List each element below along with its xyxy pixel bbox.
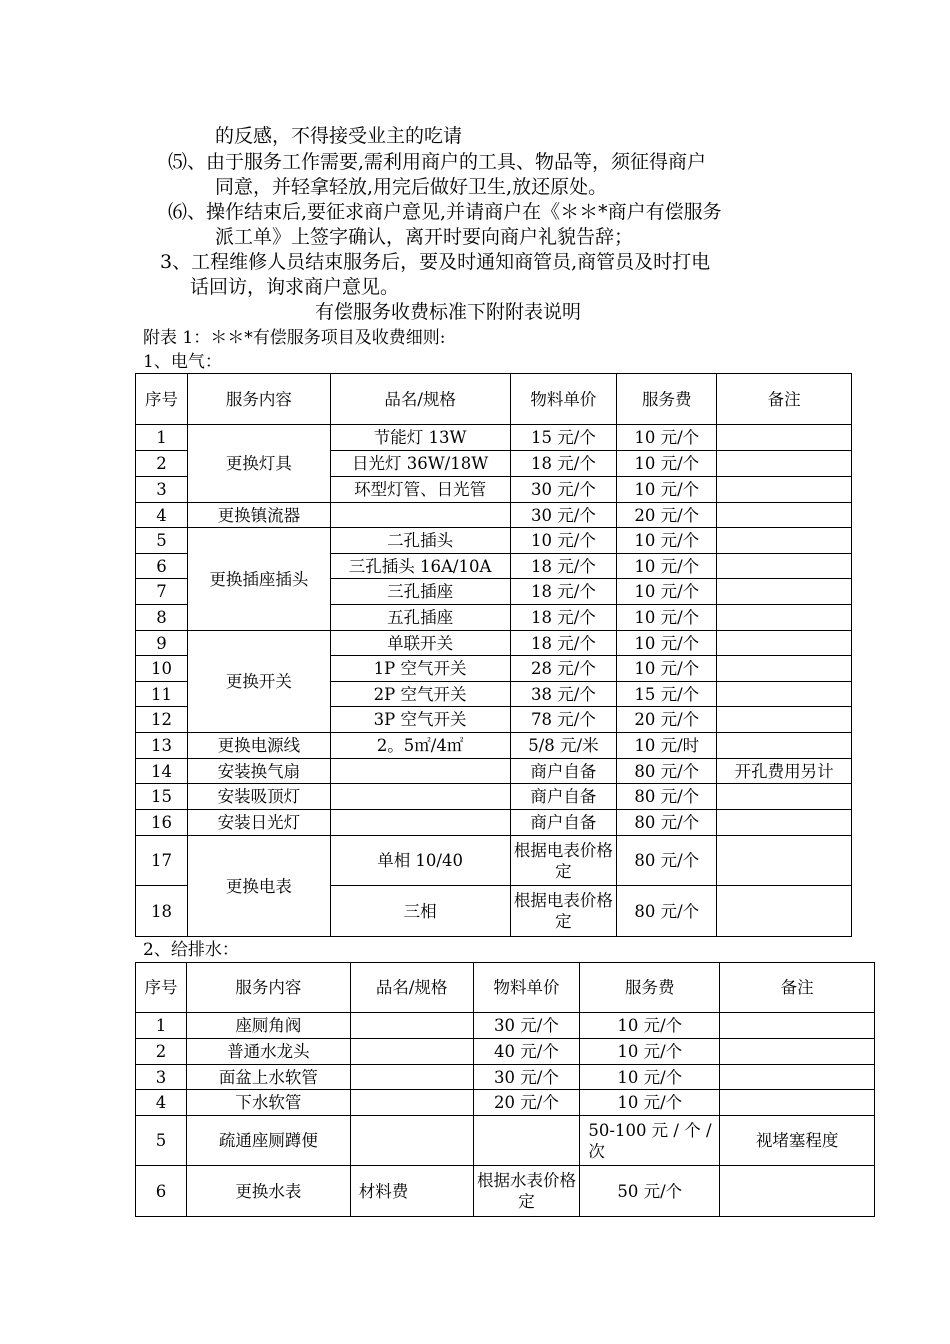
row-number: 5 (136, 1116, 187, 1166)
table-row (136, 1090, 875, 1116)
note-cell (717, 886, 852, 937)
table-row (136, 1039, 875, 1065)
fee-cell: 10 元/个 (617, 477, 717, 503)
paragraph-line: ⑹、操作结束后,要征求商户意见,并请商户在《＊＊*商户有偿服务 (168, 201, 722, 223)
paragraph-line: 话回访，询求商户意见。 (190, 276, 400, 298)
header-cell: 品名/规格 (330, 374, 510, 425)
row-number: 4 (136, 1090, 187, 1116)
note-cell (717, 503, 852, 528)
header-cell: 物料单价 (473, 963, 580, 1013)
price-cell: 40 元/个 (473, 1039, 580, 1065)
fee-cell: 50 元/个 (580, 1166, 720, 1217)
row-number: 1 (136, 1013, 187, 1039)
section-title: 有偿服务收费标准下附附表说明 (315, 301, 582, 323)
service-cell: 更换电源线 (187, 733, 330, 759)
table-row (136, 528, 852, 554)
fee-cell: 20 元/个 (617, 503, 717, 528)
note-cell (717, 477, 852, 503)
service-cell: 更换水表 (186, 1166, 350, 1217)
paragraph-line: 同意，并轻拿轻放,用完后做好卫生,放还原处。 (215, 176, 608, 198)
row-number: 3 (136, 477, 188, 503)
spec-cell (330, 759, 510, 784)
fee-cell: 80 元/个 (617, 886, 717, 937)
note-cell (717, 733, 852, 759)
spec-cell: 单相 10/40 (330, 836, 510, 886)
price-cell: 18 元/个 (510, 605, 617, 631)
fee-cell: 20 元/个 (617, 707, 717, 733)
row-number: 15 (136, 784, 188, 810)
fee-cell: 10 元/个 (580, 1039, 720, 1065)
paragraph-line: 的反感，不得接受业主的吃请 (215, 125, 463, 147)
row-number: 6 (136, 554, 188, 579)
spec-cell: 材料费 (350, 1166, 473, 1217)
spec-cell: 三孔插头 16A/10A (330, 554, 510, 579)
section-heading-electrical: 1、电气： (143, 352, 222, 372)
header-cell: 服务费 (617, 374, 717, 425)
spec-cell: 二孔插头 (330, 528, 510, 554)
spec-cell (330, 784, 510, 810)
header-cell: 序号 (136, 374, 188, 425)
table-row (136, 1013, 875, 1039)
price-cell: 20 元/个 (473, 1090, 580, 1116)
note-cell (717, 707, 852, 733)
price-cell: 30 元/个 (510, 503, 617, 528)
row-number: 11 (136, 682, 188, 707)
table-header-row (136, 963, 875, 1013)
price-cell: 38 元/个 (510, 682, 617, 707)
fee-cell: 10 元/个 (580, 1090, 720, 1116)
table-row (136, 1166, 875, 1217)
fee-cell: 80 元/个 (617, 810, 717, 836)
paragraph-line: 3、工程维修人员结束服务后，要及时通知商管员,商管员及时打电 (160, 251, 711, 273)
fee-cell: 10 元/个 (580, 1013, 720, 1039)
table-header-row (136, 374, 852, 425)
service-cell: 普通水龙头 (186, 1039, 350, 1065)
fee-cell: 80 元/个 (617, 784, 717, 810)
plumbing-fee-table (135, 962, 875, 1217)
service-cell: 下水软管 (186, 1090, 350, 1116)
row-number: 17 (136, 836, 188, 886)
table-row (136, 733, 852, 759)
header-cell: 序号 (136, 963, 187, 1013)
note-cell (717, 554, 852, 579)
service-cell: 安装换气扇 (187, 759, 330, 784)
fee-cell: 10 元/个 (617, 528, 717, 554)
fee-cell: 15 元/个 (617, 682, 717, 707)
spec-cell: 单联开关 (330, 631, 510, 656)
header-cell: 服务内容 (186, 963, 350, 1013)
row-number: 13 (136, 733, 188, 759)
fee-cell: 10 元/个 (617, 656, 717, 682)
spec-cell: 三孔插座 (330, 579, 510, 605)
fee-cell: 80 元/个 (617, 759, 717, 784)
service-cell: 安装吸顶灯 (187, 784, 330, 810)
service-cell: 更换灯具 (187, 425, 330, 503)
spec-cell (350, 1013, 473, 1039)
row-number: 5 (136, 528, 188, 554)
row-number: 9 (136, 631, 188, 656)
spec-cell (330, 810, 510, 836)
service-cell: 更换开关 (187, 631, 330, 733)
row-number: 18 (136, 886, 188, 937)
price-cell: 18 元/个 (510, 631, 617, 656)
note-cell (717, 631, 852, 656)
fee-cell: 10 元/个 (617, 605, 717, 631)
price-cell: 5/8 元/米 (510, 733, 617, 759)
service-cell: 座厕角阀 (186, 1013, 350, 1039)
price-cell: 30 元/个 (473, 1065, 580, 1090)
spec-cell (350, 1065, 473, 1090)
header-cell: 备注 (717, 374, 852, 425)
row-number: 4 (136, 503, 188, 528)
note-cell (717, 579, 852, 605)
note-cell: 开孔费用另计 (717, 759, 852, 784)
note-cell (717, 656, 852, 682)
spec-cell: 2P 空气开关 (330, 682, 510, 707)
table-row (136, 503, 852, 528)
note-cell (717, 425, 852, 451)
spec-cell: 2。5㎡/4㎡ (330, 733, 510, 759)
price-cell: 商户自备 (510, 759, 617, 784)
spec-cell (350, 1039, 473, 1065)
price-cell: 30 元/个 (510, 477, 617, 503)
price-cell: 18 元/个 (510, 554, 617, 579)
row-number: 14 (136, 759, 188, 784)
note-cell (720, 1065, 875, 1090)
paragraph-line: 派工单》上签字确认，离开时要向商户礼貌告辞； (215, 226, 634, 248)
service-cell: 更换电表 (187, 836, 330, 937)
row-number: 3 (136, 1065, 187, 1090)
row-number: 12 (136, 707, 188, 733)
price-cell: 商户自备 (510, 810, 617, 836)
note-cell (717, 605, 852, 631)
fee-cell: 10 元/时 (617, 733, 717, 759)
fee-cell: 10 元/个 (617, 425, 717, 451)
note-cell (720, 1039, 875, 1065)
price-cell (473, 1116, 580, 1166)
price-cell: 30 元/个 (473, 1013, 580, 1039)
price-cell: 根据电表价格定 (510, 886, 617, 937)
row-number: 10 (136, 656, 188, 682)
note-cell: 视堵塞程度 (720, 1116, 875, 1166)
table-row (136, 784, 852, 810)
paragraph-line: ⑸、由于服务工作需要,需利用商户的工具、物品等，须征得商户 (168, 151, 707, 173)
row-number: 2 (136, 451, 188, 477)
service-cell: 安装日光灯 (187, 810, 330, 836)
note-cell (720, 1166, 875, 1217)
header-cell: 服务费 (580, 963, 720, 1013)
price-cell: 10 元/个 (510, 528, 617, 554)
service-cell: 更换插座插头 (187, 528, 330, 631)
price-cell: 根据电表价格定 (510, 836, 617, 886)
spec-cell (350, 1116, 473, 1166)
spec-cell: 1P 空气开关 (330, 656, 510, 682)
price-cell: 商户自备 (510, 784, 617, 810)
header-cell: 服务内容 (187, 374, 330, 425)
price-cell: 18 元/个 (510, 451, 617, 477)
row-number: 7 (136, 579, 188, 605)
service-cell: 面盆上水软管 (186, 1065, 350, 1090)
fee-cell: 80 元/个 (617, 836, 717, 886)
row-number: 8 (136, 605, 188, 631)
row-number: 6 (136, 1166, 187, 1217)
table-row (136, 631, 852, 656)
note-cell (717, 810, 852, 836)
fee-cell: 50-100 元 / 个 / 次 (580, 1116, 720, 1166)
note-cell (717, 451, 852, 477)
spec-cell: 日光灯 36W/18W (330, 451, 510, 477)
spec-cell: 3P 空气开关 (330, 707, 510, 733)
table-row (136, 759, 852, 784)
row-number: 1 (136, 425, 188, 451)
spec-cell: 节能灯 13W (330, 425, 510, 451)
table-row (136, 836, 852, 886)
note-cell (717, 836, 852, 886)
header-cell: 物料单价 (510, 374, 617, 425)
table-row (136, 1116, 875, 1166)
header-cell: 备注 (720, 963, 875, 1013)
row-number: 2 (136, 1039, 187, 1065)
fee-cell: 10 元/个 (617, 631, 717, 656)
note-cell (717, 528, 852, 554)
price-cell: 28 元/个 (510, 656, 617, 682)
note-cell (717, 784, 852, 810)
price-cell: 根据水表价格定 (473, 1166, 580, 1217)
header-cell: 品名/规格 (350, 963, 473, 1013)
price-cell: 18 元/个 (510, 579, 617, 605)
note-cell (720, 1013, 875, 1039)
spec-cell: 环型灯管、日光管 (330, 477, 510, 503)
service-cell: 更换镇流器 (187, 503, 330, 528)
spec-cell: 五孔插座 (330, 605, 510, 631)
table-row (136, 810, 852, 836)
spec-cell (330, 503, 510, 528)
service-cell: 疏通座厕蹲便 (186, 1116, 350, 1166)
table-row (136, 425, 852, 451)
fee-cell: 10 元/个 (580, 1065, 720, 1090)
appendix-caption: 附表 1：＊＊*有偿服务项目及收费细则: (143, 328, 446, 348)
note-cell (717, 682, 852, 707)
price-cell: 15 元/个 (510, 425, 617, 451)
electrical-fee-table (135, 373, 852, 937)
fee-cell: 10 元/个 (617, 554, 717, 579)
fee-cell: 10 元/个 (617, 579, 717, 605)
row-number: 16 (136, 810, 188, 836)
note-cell (720, 1090, 875, 1116)
table-row (136, 1065, 875, 1090)
price-cell: 78 元/个 (510, 707, 617, 733)
spec-cell: 三相 (330, 886, 510, 937)
spec-cell (350, 1090, 473, 1116)
section-heading-plumbing: 2、给排水： (143, 940, 239, 960)
fee-cell: 10 元/个 (617, 451, 717, 477)
